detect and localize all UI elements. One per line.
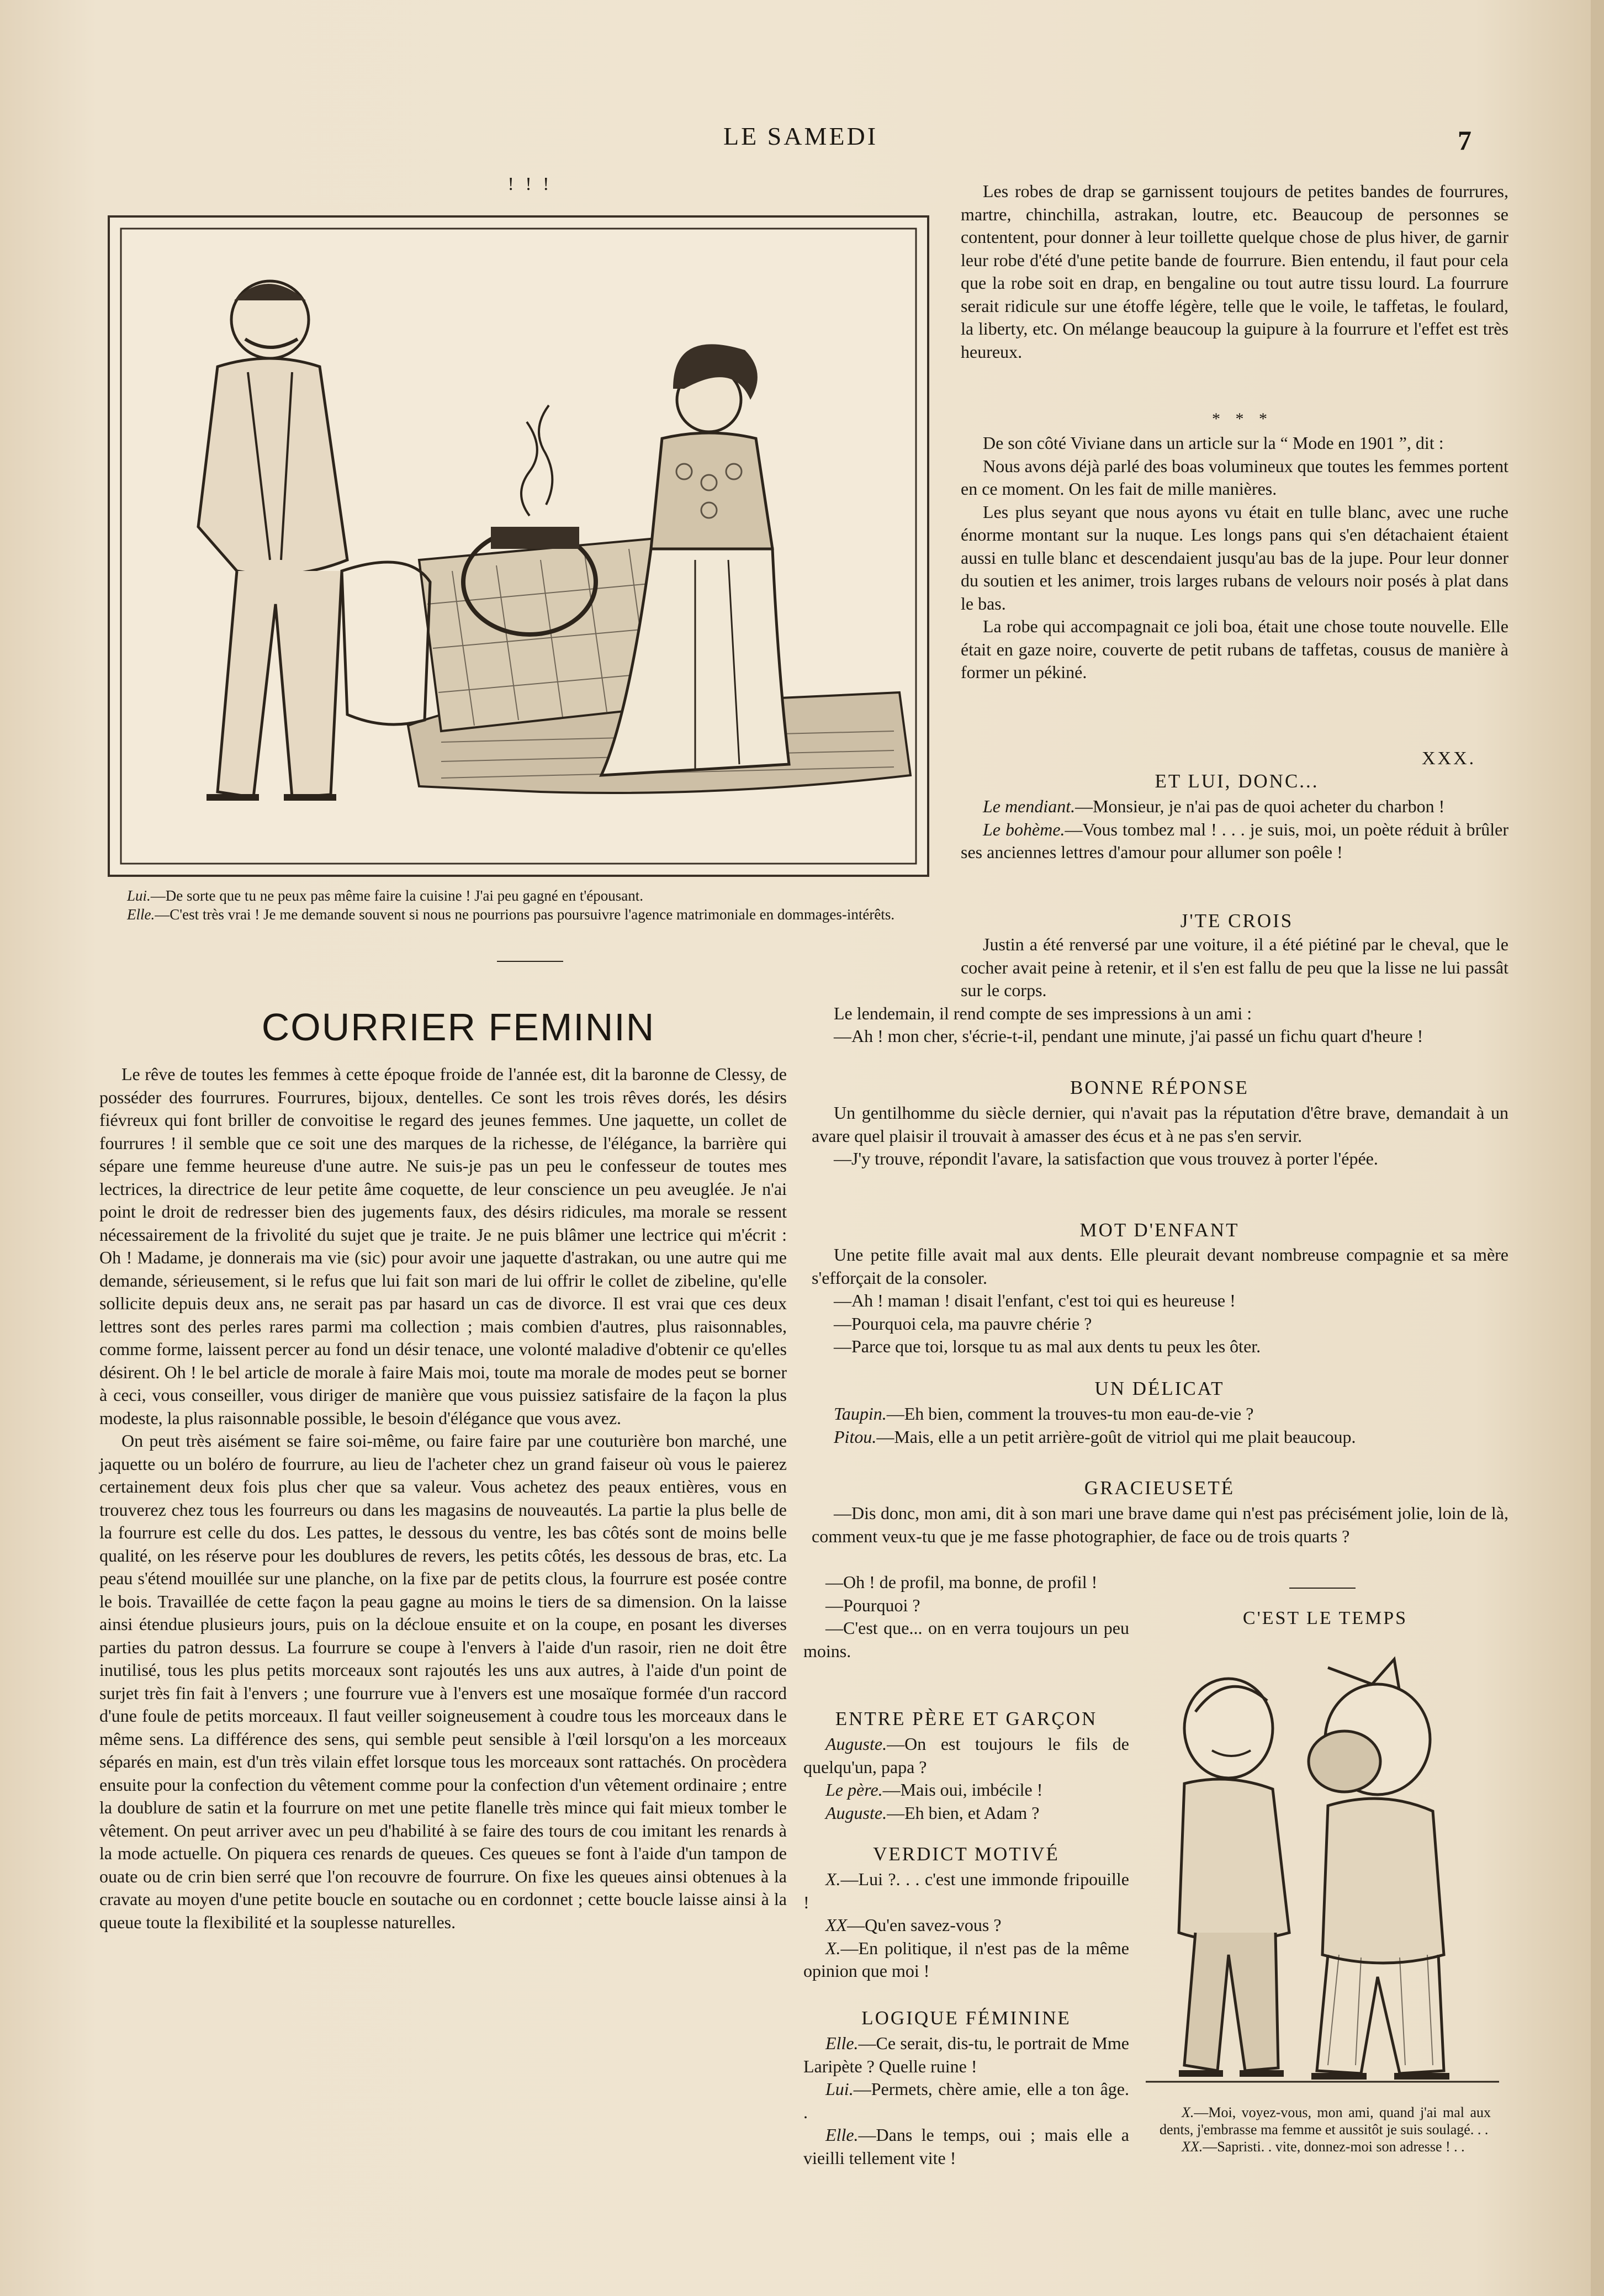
paragraph: —Ah ! mon cher, s'écrie-t-il, pendant une minute, j'ai passé un fichu quart d'heure ! [834, 1026, 1423, 1046]
anecdote-body [803, 1571, 1129, 1663]
dialogue-line [803, 1779, 1129, 1802]
caption-line-lui [127, 886, 911, 905]
cartoon-drawing [1146, 1646, 1499, 2093]
speaker: Lui. [825, 2079, 854, 2099]
paragraph: —Dis donc, mon ami, dit à son mari une brave dame qui n'est pas précisément jolie, loin de là, comment veux-tu que je me fasse photographier, de face ou de trois quarts ? [812, 1503, 1508, 1546]
anecdote-body [812, 933, 1508, 1048]
caption-text: —De sorte que tu ne peux pas même faire la cuisine ! J'ai peu gagné en t'épousant. [150, 887, 643, 904]
anecdote-body [812, 1244, 1508, 1358]
paragraph: De son côté Viviane dans un article sur la “ Mode en 1901 ”, dit : [983, 433, 1444, 453]
anecdote-title: UN DÉLICAT [1094, 1378, 1225, 1399]
caption-speaker: XX. [1182, 2139, 1203, 2155]
paragraph: Le lendemain, il rend compte de ses impressions à un ami : [834, 1003, 1252, 1023]
anecdote-body [812, 1502, 1508, 1548]
courrier-column [99, 1063, 787, 1934]
speaker: Auguste. [825, 1734, 887, 1754]
caption-line-elle [127, 905, 911, 924]
line-text: —On est toujours le fils de quelqu'un, papa ? [803, 1734, 1129, 1777]
dialogue-line [803, 1868, 1129, 1914]
dialogue-line [803, 2124, 1129, 2170]
dialogue-line [803, 2078, 1129, 2124]
speaker: Le père. [825, 1780, 883, 1800]
anecdote-title: J'TE CROIS [1180, 910, 1294, 932]
paragraph: On peut très aisément se faire soi-même, ou faire faire par une couturière bon marché, une jaquette ou un boléro de fourrure, au lieu de l'acheter chez un grand faiseur où vous le paierez certainement deux fois plus cher que sa valeur. Vous achetez des peaux entières, vous en trouverez chez tous les fourreurs ou dans les magasins de nouveautés. La partie la plus belle de la fourrure est celle du dos. Les pattes, le dessous du ventre, les bas côtés sont de moins belle qualité, on les réserve pour les doublures de revers, les petits côtés, les dessous de bras, etc. La peau s'étend mouillée sur une planche, on la fixe par de petits clous, la fourrure est posée contre le bois. Travaillée de cette façon la peau gagne au moins le tiers de sa dimension. On la laisse ainsi étendue plusieurs jours, puis on la décloue ensuite et on la coupe, en posant les diverses parties du patron dessus. La fourrure se coupe à l'envers à l'aide d'un rasoir, rien ne doit être inutilisé, tous les plus petits morceaux sont rajoutés les uns aux autres, à l'aide d'un point de surjet très fin fait à l'envers ; une fourrure vue à l'envers est une mosaïque formée d'un raccord d'une foule de petits morceaux. Il faut veiller soigneusement à coudre tous les morceaux dans le même sens. La différence des sens, qui semble peut sensible à l'œil lorsqu'on a les morceaux séparés en main, est d'un très vilain effet lorsque tous les morceaux sont rattachés. On procèdera ensuite pour la confection du vêtement comme pour la confection d'un vêtement ordinaire ; entre la doublure de satin et la fourrure on met une petite flanelle très mince qui fait mieux tomber le vêtement. On peut arriver avec un peu d'habilité à se faire des tours de cou imitant les renards à la mode actuelle. On piquera ces renards de queues. Ces queues se font à l'aide d'un tampon de ouate ou de crin bien serré que l'on recouvre de fourrure. On fixe les queues ainsi obtenues à la cravate au moyen d'une petite boucle en soutache ou en cordonnet ; cette boucle laisse ainsi à la queue toute la flexibilité et la souplesse naturelles. [99, 1431, 787, 1932]
speaker: Elle. [825, 2033, 859, 2053]
paragraph: Nous avons déjà parlé des boas volumineux que toutes les femmes portent en ce moment. On les fait de mille manières. [961, 456, 1508, 499]
anecdote-title: ET LUI, DONC... [1155, 770, 1319, 792]
anecdote-body [803, 2032, 1129, 2170]
anecdote-title: VERDICT MOTIVÉ [873, 1843, 1060, 1865]
speaker: X. [825, 1869, 841, 1889]
paragraph: Les plus seyant que nous ayons vu était en tulle blanc, avec une ruche énorme montant sur la nuque. Les longs pans qui s'en détachaient étaient aussi en tulle blanc et descendaient jusqu'au bas de la jupe. Pour leur donner du soutien et les animer, trois larges rubans de velours noir posés à plat dans le bas. [961, 501, 1508, 613]
speaker: Taupin. [834, 1404, 887, 1424]
paragraph: Le rêve de toutes les femmes à cette époque froide de l'année est, dit la baronne de Clessy, de posséder des fourrures. Fourrures, bijoux, dentelles. Ce sont les trois rêves dorés, les désirs fiévreux qui font briller de convoitise le regard des jeunes femmes. Une jaquette, un collet de fourrures ! il semble que ce soit une des marques de la richesse, de l'élégance, la barrière qui sépare une femme heureuse d'une autre. Ne suis-je pas un peu le confesseur de toutes mes lectrices, la directrice de leur petite âme coquette, de leur conscience un peu aveuglée. Je n'ai point le droit de redresser bien des jugements faux, des désirs ridicules, ma morale se ressent nécessairement de la frivolité du sujet que je traite. Je ne puis blâmer une lectrice qui m'écrit : Oh ! Madame, je donnerais ma vie (sic) pour avoir une jaquette d'astrakan, ou une autre qui me demande, sérieusement, si le refus que lui fait son mari de lui offrir le collet de zibeline, qu'elle sollicite depuis deux ans, ne serait pas par hasard un cas de divorce. Il est vrai que ces deux lettres sont des perles rares parmi ma collection ; mais combien d'autres, plus raisonnables, comme forme, laissent percer au fond un désir tenace, une volonté maladive d'obtenir ce qu'elles désirent. Oh ! le bel article de morale à faire Mais moi, toute ma morale de modes peut se borner à ceci, vous conseiller, vous diriger de manière que vous puissiez satisfaire de la façon la plus modeste, la plus raisonnable possible, le besoin d'élégance que vous avez. [99, 1064, 787, 1428]
line-text: —Ce serait, dis-tu, le portrait de Mme Laripète ? Quelle ruine ! [803, 2033, 1129, 2076]
paragraph: Une petite fille avait mal aux dents. Elle pleurait devant nombreuse compagnie et sa mère s'efforçait de la consoler. [812, 1245, 1508, 1288]
newspaper-title: LE SAMEDI [723, 122, 878, 150]
dialogue-line [803, 2032, 1129, 2078]
dialogue-line [803, 1802, 1129, 1825]
caption-text: —Moi, voyez-vous, mon ami, quand j'ai mal aux dents, j'embrasse ma femme et aussitôt je suis soulagé. . . [1160, 2104, 1491, 2138]
page-edge [1591, 0, 1604, 2296]
anecdote-body [961, 795, 1508, 864]
dialogue-line [961, 795, 1508, 818]
cartoon-drawing [110, 218, 927, 875]
divider [1289, 1588, 1356, 1589]
caption-speaker: Elle. [127, 906, 155, 923]
paragraph: Justin a été renversé par une voiture, il a été piétiné par le cheval, que le cocher avait peine à retenir, et il s'en est fallu de peu que la lisse ne lui passât sur le corps. [961, 934, 1508, 1000]
paragraph: Les robes de drap se garnissent toujours de petites bandes de fourrures, martre, chinchilla, astrakan, loutre, etc. Beaucoup de personnes se contentent, pour donner à leur toillette quelque chose de plus hiver, de garnir leur robe d'été d'une petite bande de fourrure. Bien entendu, il faut pour cela que la robe soit en drap, en bengaline ou tout autre tissu lourd. La fourrure serait ridicule sur une étoffe légère, telle que le voile, le taffetas, le foulard, la liberty, etc. On mélange beaucoup la guipure à la fourrure et l'effet est très heureux. [961, 181, 1508, 362]
paragraph: —Pourquoi ? [825, 1595, 920, 1615]
anecdote-body [812, 1102, 1508, 1171]
paragraph: —Pourquoi cela, ma pauvre chérie ? [834, 1313, 1092, 1334]
paragraph: —Ah ! maman ! disait l'enfant, c'est toi qui es heureuse ! [834, 1290, 1236, 1310]
speaker: Elle. [825, 2125, 859, 2145]
anecdote-body [803, 1868, 1129, 1983]
paragraph: —J'y trouve, répondit l'avare, la satisfaction que vous trouvez à porter l'épée. [834, 1149, 1378, 1168]
anecdote-title: BONNE RÉPONSE [1070, 1077, 1249, 1098]
line-text: —Permets, chère amie, elle a ton âge. . [803, 2079, 1129, 2122]
speaker: XX [825, 1915, 848, 1935]
speaker: X. [825, 1938, 841, 1958]
speaker: Auguste. [825, 1802, 887, 1823]
dialogue-line [961, 818, 1508, 864]
anecdote-body [803, 1733, 1129, 1824]
paragraph: —Parce que toi, lorsque tu as mal aux dents tu peux les ôter. [834, 1336, 1261, 1356]
cartoon-caption [1160, 2104, 1491, 2155]
viviane-column [961, 432, 1508, 684]
caption-speaker: X. [1182, 2104, 1194, 2120]
anecdote-body [812, 1403, 1508, 1448]
anecdote-title: MOT D'ENFANT [1079, 1219, 1240, 1241]
section-separator: * * * [1212, 410, 1273, 428]
line-text: —Mais, elle a un petit arrière-goût de vitriol qui me plait beaucoup. [876, 1426, 1356, 1447]
kitchen-cartoon-illustration [108, 215, 929, 877]
section-title: COURRIER FEMININ [261, 1006, 655, 1049]
page-number: 7 [1458, 125, 1471, 156]
dialogue-line [812, 1426, 1508, 1449]
paragraph: —Oh ! de profil, ma bonne, de profil ! [825, 1572, 1098, 1592]
caption-line [1160, 2138, 1491, 2155]
line-text: —Mais oui, imbécile ! [882, 1780, 1043, 1800]
line-text: —Vous tombez mal ! . . . je suis, moi, un poète réduit à brûler ses anciennes lettres d'amour pour allumer son poêle ! [961, 819, 1508, 862]
cartoon-caption [127, 886, 911, 924]
caption-text: —Sapristi. . vite, donnez-moi son adresse ! . . [1203, 2139, 1465, 2155]
line-text: —Qu'en savez-vous ? [847, 1915, 1002, 1935]
line-text: —Monsieur, je n'ai pas de quoi acheter du charbon ! [1075, 796, 1445, 816]
anecdote-title: LOGIQUE FÉMININE [861, 2007, 1071, 2029]
caption-line [1160, 2104, 1491, 2138]
line-text: —En politique, il n'est pas de la même opinion que moi ! [803, 1938, 1129, 1981]
fashion-column [961, 180, 1508, 363]
speaker: Le mendiant. [983, 796, 1076, 816]
line-text: —Eh bien, et Adam ? [887, 1802, 1040, 1823]
cartoon-title: ! ! ! [507, 174, 553, 194]
paragraph: La robe qui accompagnait ce joli boa, était une chose toute nouvelle. Elle était en gaze noire, couverte de petit rubans de taffetas, cousus de manière à former un pékiné. [961, 616, 1508, 682]
caption-text: —C'est très vrai ! Je me demande souvent si nous ne pourrions pas poursuivre l'agence matrimoniale en dommages-intérêts. [155, 906, 895, 923]
paragraph: Un gentilhomme du siècle dernier, qui n'avait pas la réputation d'être brave, demandait à un avare quel plaisir il trouvait à amasser des écus et à ne pas s'en servir. [812, 1103, 1508, 1146]
dialogue-line [803, 1733, 1129, 1779]
speaker: Pitou. [834, 1426, 877, 1447]
dialogue-line [803, 1937, 1129, 1983]
cartoon-title: C'EST LE TEMPS [1242, 1608, 1408, 1628]
toothache-cartoon-illustration [1146, 1646, 1499, 2093]
divider [497, 961, 563, 962]
speaker: Le bohème. [983, 819, 1065, 839]
line-text: —Lui ?. . . c'est une immonde fripouille ! [803, 1869, 1129, 1912]
dialogue-line [812, 1403, 1508, 1426]
line-text: —Dans le temps, oui ; mais elle a vieilli tellement vite ! [803, 2125, 1129, 2168]
paragraph: —C'est que... on en verra toujours un peu moins. [803, 1618, 1129, 1661]
anecdote-title: ENTRE PÈRE ET GARÇON [835, 1708, 1098, 1729]
signature: XXX. [1422, 748, 1476, 769]
dialogue-line [803, 1914, 1129, 1937]
line-text: —Eh bien, comment la trouves-tu mon eau-de-vie ? [886, 1404, 1254, 1424]
caption-speaker: Lui. [127, 887, 151, 904]
anecdote-title: GRACIEUSETÉ [1084, 1477, 1235, 1499]
